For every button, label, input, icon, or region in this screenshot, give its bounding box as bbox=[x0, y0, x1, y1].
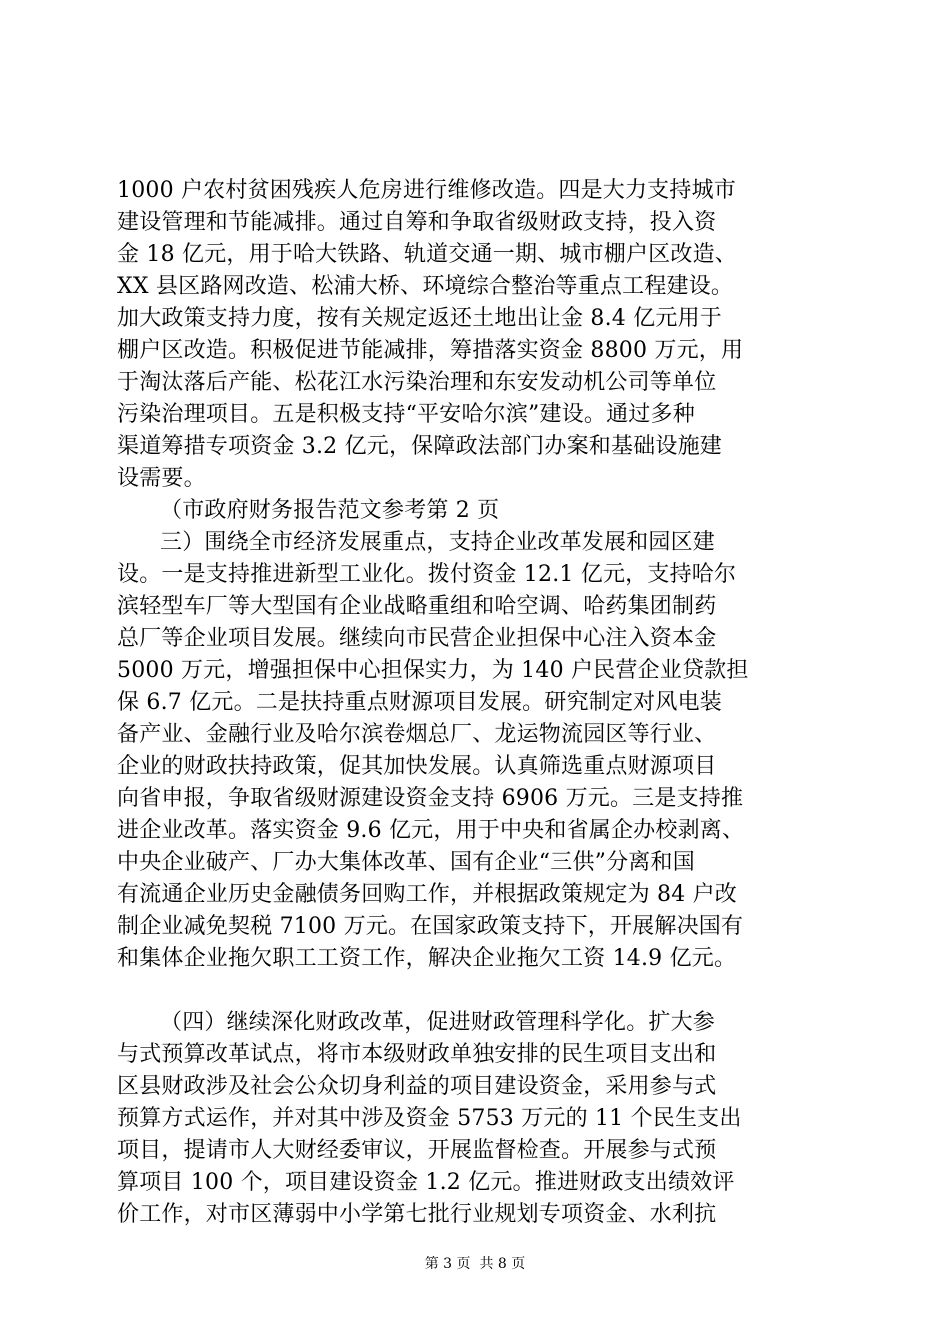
paragraph-line: 污染治理项目。五是积极支持“平安哈尔滨”建设。通过多种 bbox=[117, 402, 695, 427]
paragraph-line: 算项目 100 个，项目建设资金 1.2 亿元。推进财政支出绩效评 bbox=[117, 1170, 735, 1195]
paragraph-line: 企业的财政扶持政策，促其加快发展。认真筛选重点财源项目 bbox=[117, 754, 717, 779]
paragraph-line: 有流通企业历史金融债务回购工作，并根据政策规定为 84 户改 bbox=[117, 882, 737, 907]
paragraph-line: 加大政策支持力度，按有关规定返还土地出让金 8.4 亿元用于 bbox=[117, 306, 722, 331]
paragraph-line: 与式预算改革试点，将市本级财政单独安排的民生项目支出和 bbox=[117, 1042, 717, 1067]
paragraph-line: 设需要。 bbox=[117, 466, 206, 491]
paragraph-line: 设。一是支持推进新型工业化。拨付资金 12.1 亿元，支持哈尔 bbox=[117, 562, 737, 587]
page-footer: 第 3 页 共 8 页 bbox=[424, 1256, 526, 1272]
paragraph-line: 向省申报，争取省级财源建设资金支持 6906 万元。三是支持推 bbox=[117, 786, 744, 811]
paragraph-line: 中央企业破产、厂办大集体改革、国有企业“三供”分离和国 bbox=[117, 850, 695, 875]
section-heading: （市政府财务报告范文参考第 2 页 bbox=[160, 498, 500, 523]
paragraph-line: 1000 户农村贫困残疾人危房进行维修改造。四是大力支持城市 bbox=[117, 178, 736, 203]
paragraph-line: 渠道筹措专项资金 3.2 亿元，保障政法部门办案和基础设施建 bbox=[117, 434, 722, 459]
paragraph-line: 预算方式运作，并对其中涉及资金 5753 万元的 11 个民生支出 bbox=[117, 1106, 742, 1131]
paragraph-line: 备产业、金融行业及哈尔滨卷烟总厂、龙运物流园区等行业、 bbox=[117, 722, 717, 747]
paragraph-line: 三）围绕全市经济发展重点，支持企业改革发展和园区建 bbox=[160, 530, 716, 555]
paragraph-line: 棚户区改造。积极促进节能减排，筹措落实资金 8800 万元，用 bbox=[117, 338, 744, 363]
paragraph-line: 制企业减免契税 7100 万元。在国家政策支持下，开展解决国有 bbox=[117, 914, 744, 939]
paragraph-line: （四）继续深化财政改革，促进财政管理科学化。扩大参 bbox=[160, 1010, 716, 1035]
paragraph-line: 金 18 亿元，用于哈大铁路、轨道交通一期、城市棚户区改造、 bbox=[117, 242, 737, 267]
paragraph-line: 建设管理和节能减排。通过自筹和争取省级财政支持，投入资 bbox=[117, 210, 717, 235]
paragraph-line: 总厂等企业项目发展。继续向市民营企业担保中心注入资本金 bbox=[117, 626, 717, 651]
paragraph-line: 价工作，对市区薄弱中小学第七批行业规划专项资金、水利抗 bbox=[117, 1202, 717, 1227]
paragraph-line: 进企业改革。落实资金 9.6 亿元，用于中央和省属企办校剥离、 bbox=[117, 818, 745, 843]
paragraph-line: 滨轻型车厂等大型国有企业战略重组和哈空调、哈药集团制药 bbox=[117, 594, 717, 619]
paragraph-line: 和集体企业拖欠职工工资工作，解决企业拖欠工资 14.9 亿元。 bbox=[117, 946, 737, 971]
paragraph-line: 5000 万元，增强担保中心担保实力，为 140 户民营企业贷款担 bbox=[117, 658, 749, 683]
paragraph-line: 于淘汰落后产能、松花江水污染治理和东安发动机公司等单位 bbox=[117, 370, 717, 395]
paragraph-line: 保 6.7 亿元。二是扶持重点财源项目发展。研究制定对风电装 bbox=[117, 690, 722, 715]
paragraph-line: 项目，提请市人大财经委审议，开展监督检查。开展参与式预 bbox=[117, 1138, 717, 1163]
paragraph-line: 区县财政涉及社会公众切身利益的项目建设资金，采用参与式 bbox=[117, 1074, 717, 1099]
paragraph-line: XX 县区路网改造、松浦大桥、环境综合整治等重点工程建设。 bbox=[117, 274, 734, 299]
